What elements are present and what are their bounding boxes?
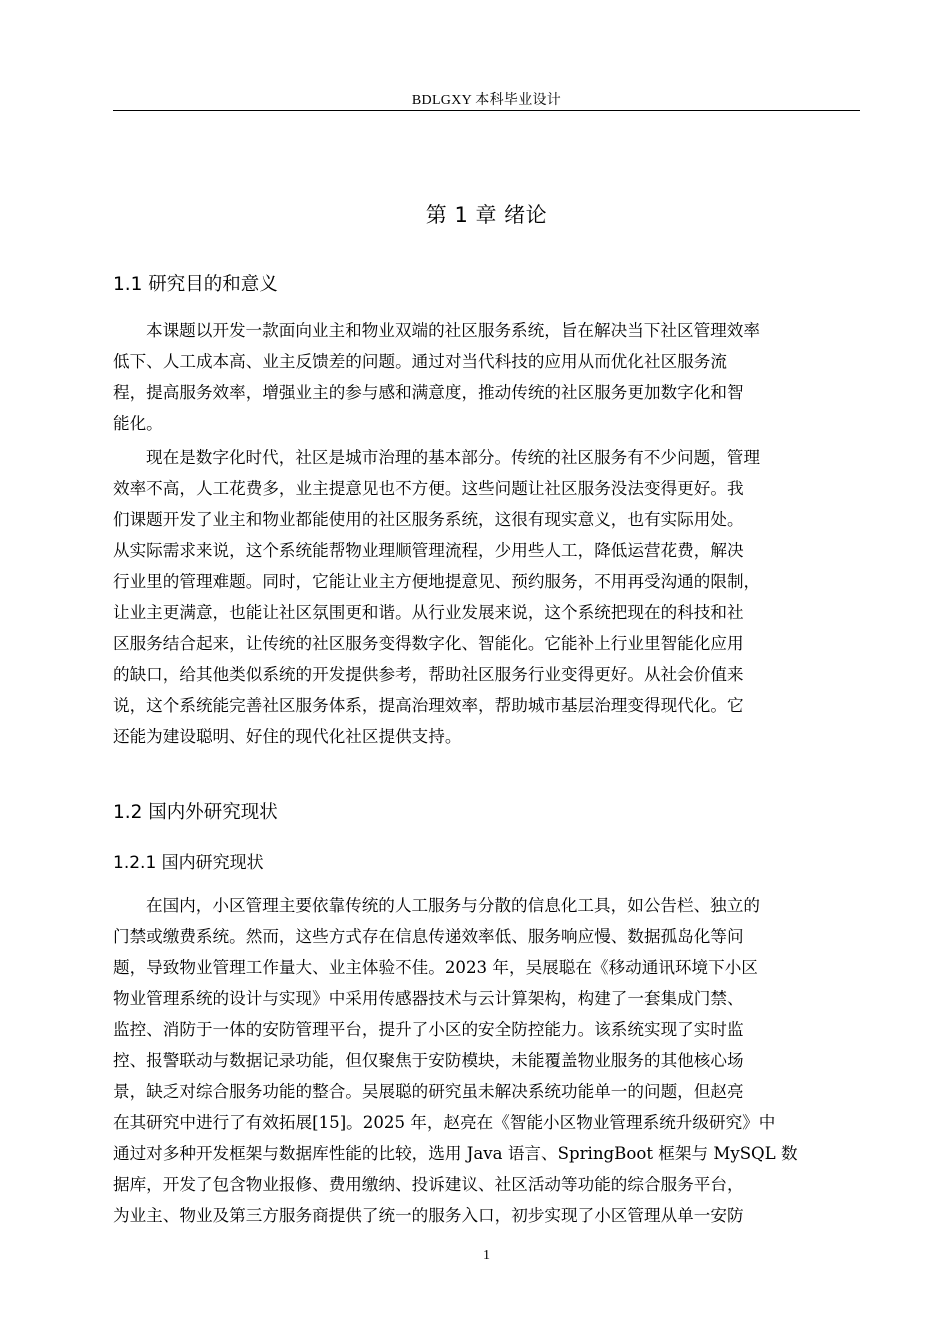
paragraph-line: 说，这个系统能完善社区服务体系，提高治理效率，帮助城市基层治理变得现代化。它	[113, 696, 744, 715]
paragraph-line: 区服务结合起来，让传统的社区服务变得数字化、智能化。它能补上行业里智能化应用	[113, 634, 744, 653]
paragraph-line: 效率不高，人工花费多，业主提意见也不方便。这些问题让社区服务没法变得更好。我	[113, 479, 744, 498]
paragraph-line: 在其研究中进行了有效拓展[15]。2025 年，赵亮在《智能小区物业管理系统升级研究》中	[113, 1113, 776, 1132]
paragraph-line: 门禁或缴费系统。然而，这些方式存在信息传递效率低、服务响应慢、数据孤岛化等问	[113, 927, 744, 946]
paragraph-line: 景，缺乏对综合服务功能的整合。吴展聪的研究虽未解决系统功能单一的问题，但赵亮	[113, 1082, 744, 1101]
paragraph-domestic-research	[113, 890, 860, 1231]
paragraph-line: 题，导致物业管理工作量大、业主体验不佳。2023 年，吴展聪在《移动通讯环境下小区	[113, 958, 758, 977]
paragraph-line: 本课题以开发一款面向业主和物业双端的社区服务系统，旨在解决当下社区管理效率	[146, 321, 760, 340]
paragraph-line: 的缺口，给其他类似系统的开发提供参考，帮助社区服务行业变得更好。从社会价值来	[113, 665, 744, 684]
paragraph-line: 物业管理系统的设计与实现》中采用传感器技术与云计算架构，构建了一套集成门禁、	[113, 989, 744, 1008]
paragraph-line: 程，提高服务效率，增强业主的参与感和满意度，推动传统的社区服务更加数字化和智	[113, 383, 744, 402]
paragraph-line: 行业里的管理难题。同时，它能让业主方便地提意见、预约服务，不用再受沟通的限制，	[113, 572, 761, 591]
page-number: 1	[483, 1248, 490, 1263]
chapter-title: 第 1 章 绪论	[425, 203, 548, 227]
paragraph-line: 据库，开发了包含物业报修、费用缴纳、投诉建议、社区活动等功能的综合服务平台，	[113, 1175, 744, 1194]
paragraph-line: 从实际需求来说，这个系统能帮物业理顺管理流程，少用些人工，降低运营花费，解决	[113, 541, 744, 560]
section-heading-1-2: 1.2 国内外研究现状	[113, 802, 278, 823]
paragraph-line: 控、报警联动与数据记录功能，但仅聚焦于安防模块，未能覆盖物业服务的其他核心场	[113, 1051, 744, 1070]
running-header: BDLGXY 本科毕业设计	[411, 93, 562, 108]
paragraph-line: 监控、消防于一体的安防管理平台，提升了小区的安全防控能力。该系统实现了实时监	[113, 1020, 744, 1039]
paragraph-line: 还能为建设聪明、好住的现代化社区提供支持。	[113, 727, 462, 746]
paragraph-line: 现在是数字化时代，社区是城市治理的基本部分。传统的社区服务有不少问题，管理	[146, 448, 760, 467]
subsection-heading-1-2-1: 1.2.1 国内研究现状	[113, 853, 264, 873]
paragraph-line: 能化。	[113, 414, 163, 433]
paragraph-purpose	[113, 315, 860, 439]
paragraph-line: 们课题开发了业主和物业都能使用的社区服务系统，这很有现实意义，也有实际用处。	[113, 510, 744, 529]
paragraph-line: 在国内，小区管理主要依靠传统的人工服务与分散的信息化工具，如公告栏、独立的	[146, 896, 760, 915]
paragraph-line: 低下、人工成本高、业主反馈差的问题。通过对当代科技的应用从而优化社区服务流	[113, 352, 727, 371]
paragraph-line: 让业主更满意，也能让社区氛围更和谐。从行业发展来说，这个系统把现在的科技和社	[113, 603, 744, 622]
paragraph-line: 为业主、物业及第三方服务商提供了统一的服务入口，初步实现了小区管理从单一安防	[113, 1206, 744, 1225]
paragraph-line: 通过对多种开发框架与数据库性能的比较，选用 Java 语言、SpringBoot 框架与 MySQL 数	[113, 1144, 798, 1163]
section-heading-1-1: 1.1 研究目的和意义	[113, 274, 278, 295]
header-rule	[113, 110, 860, 111]
paragraph-significance	[113, 442, 860, 752]
